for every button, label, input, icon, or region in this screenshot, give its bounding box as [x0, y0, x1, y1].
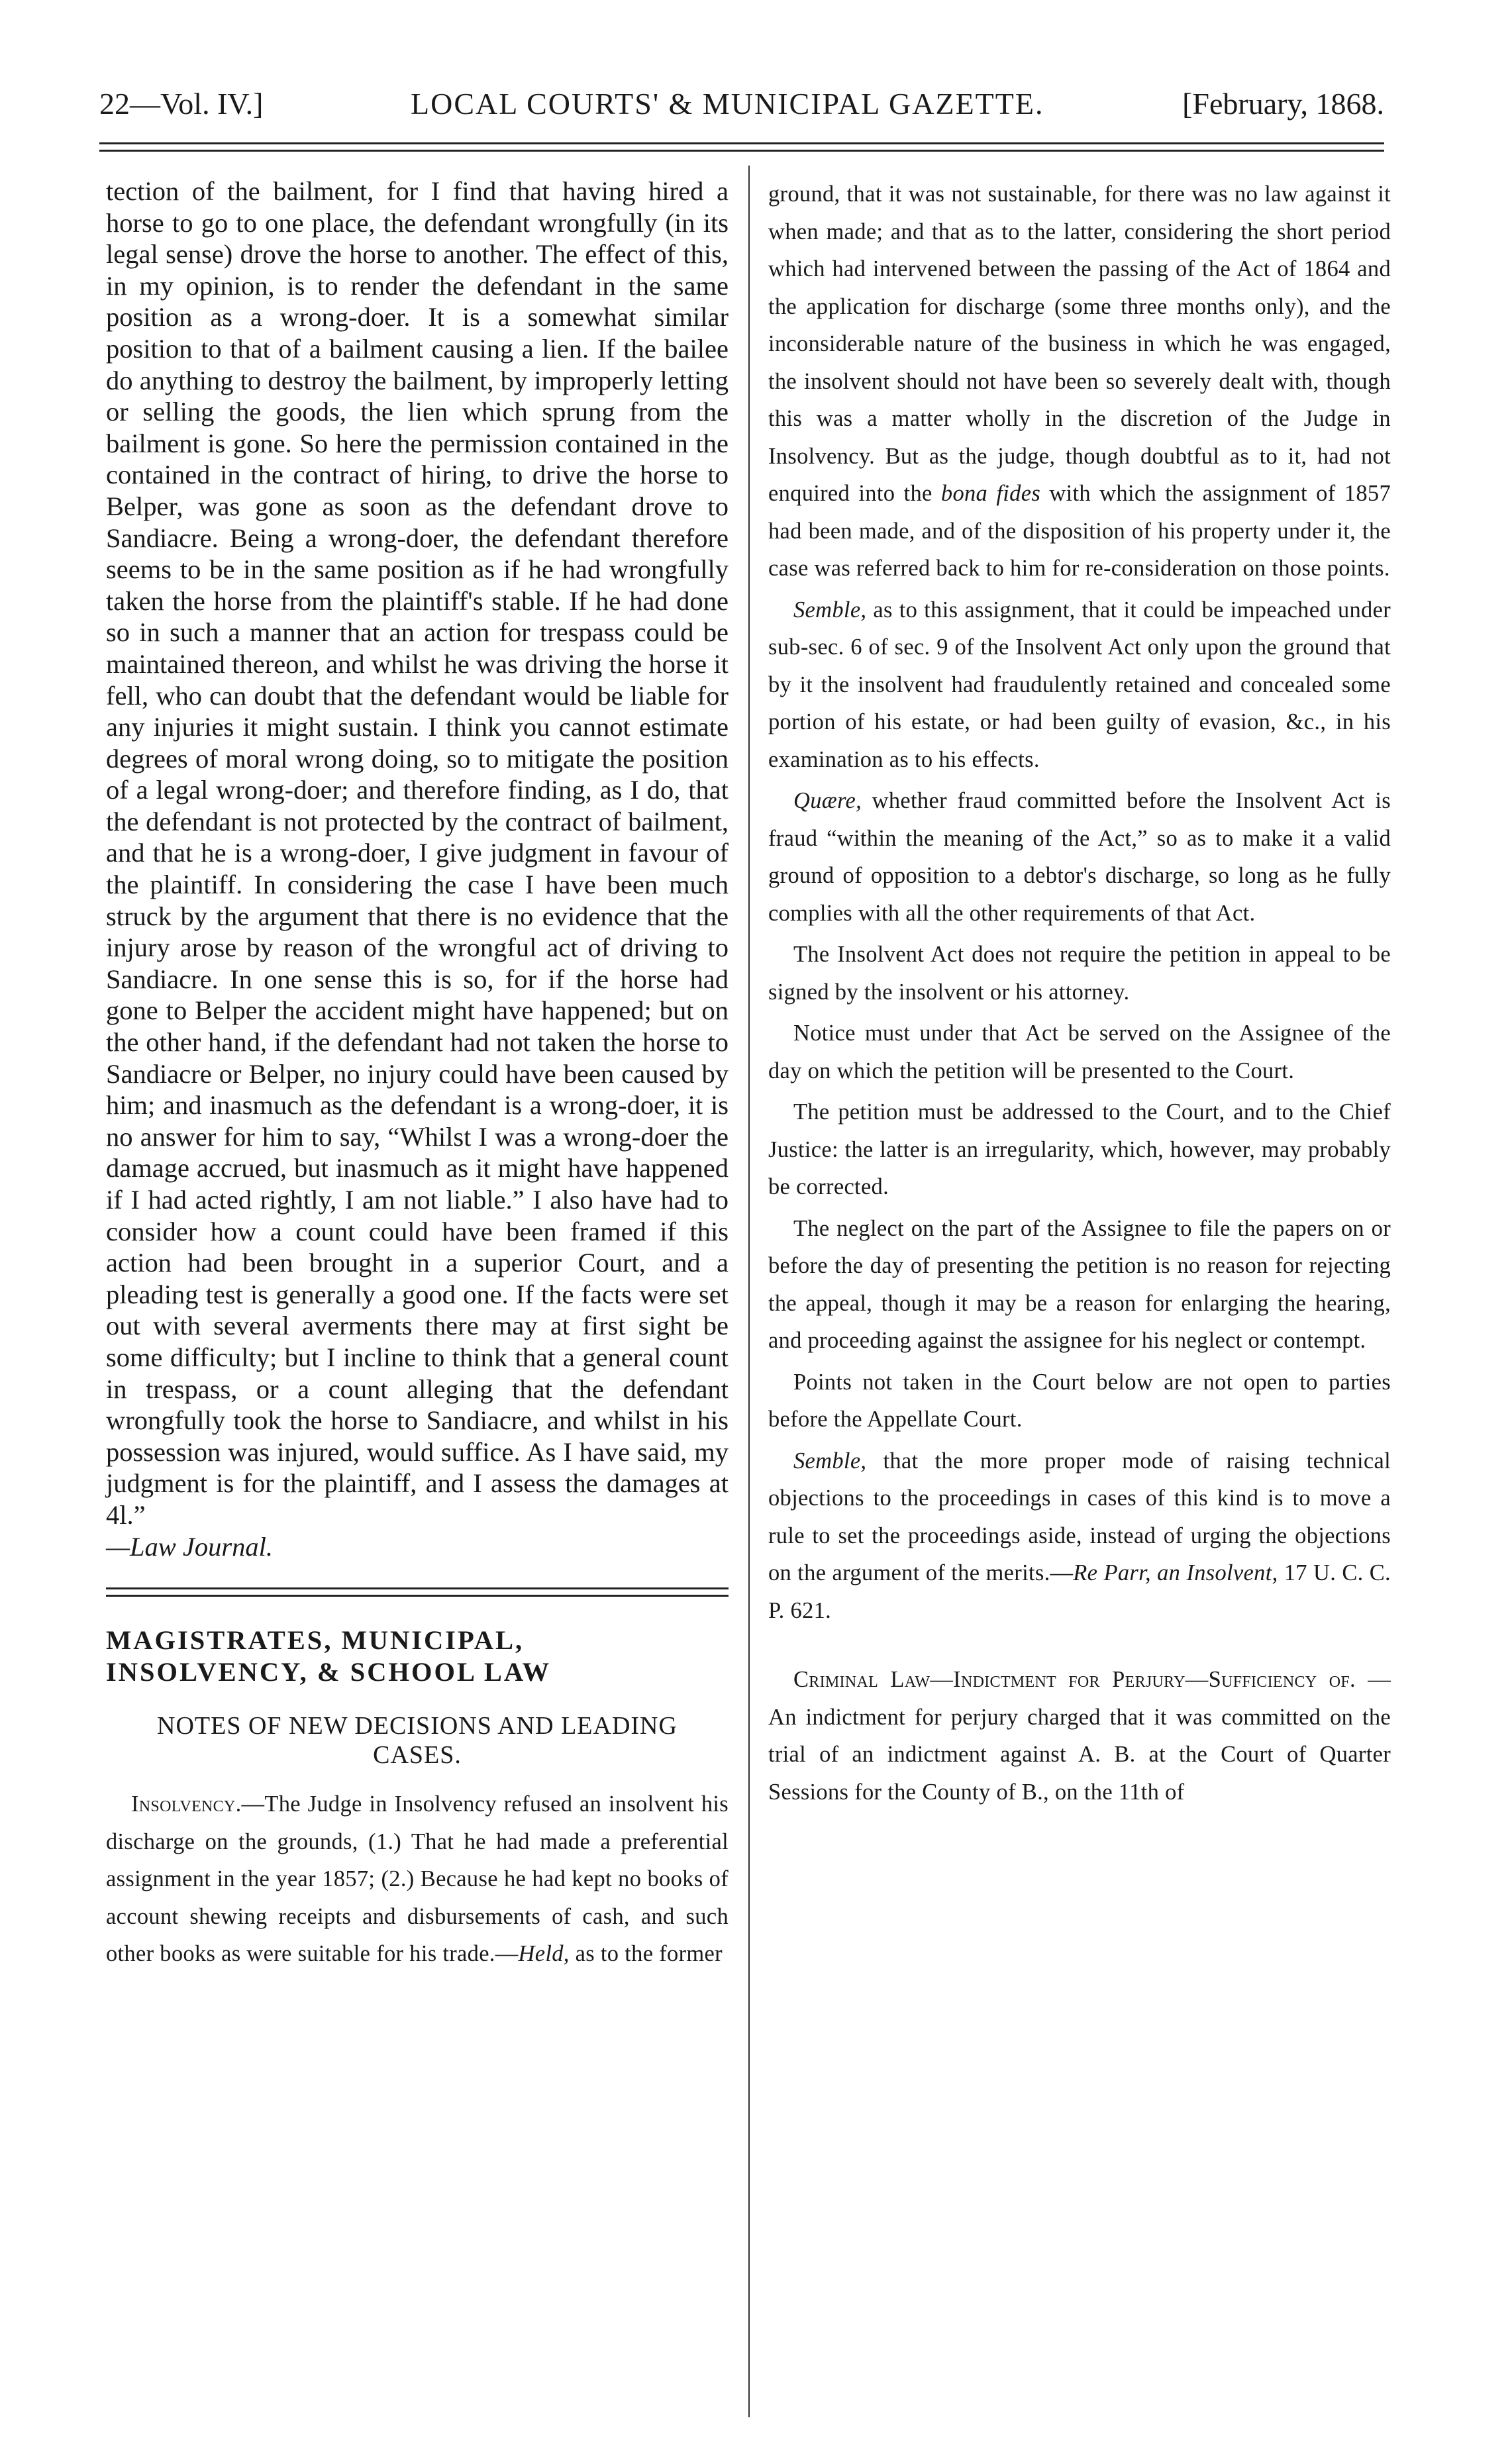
note-paragraph-1: [768, 176, 1391, 587]
section-title-line1: MAGISTRATES, MUNICIPAL,: [106, 1625, 525, 1656]
note-10-lead: Criminal Law—Indictment for Perjury—Sufficiency of.: [793, 1667, 1356, 1692]
note-paragraph-5: Notice must under that Act be served on the Assignee of the day on which the petition will be presented to the Court.: [768, 1021, 1391, 1083]
note-1-text: ground, that it was not sustainable, for there was no law against it when made; and that as to the latter, considering the short period which had intervened between the passing of the Act of 1864 and the application for discharge (some three months only), and the inconsiderable nature of the business in which he was engaged, the insolvent should not have been so severely dealt with, though this was a matter wholly in the discretion of the Judge in Insolvency. But as the judge, though doubtful as to it, had not enquired into the: [768, 181, 1391, 506]
note-2-text: as to this assignment, that it could be impeached under sub-sec. 6 of sec. 9 of the Insolvent Act only upon the ground that by it the insolvent had fraudulently retained and concealed some portion of his estate, or had been guilty of evasion, &c., in his examination as to his effects.: [768, 597, 1391, 772]
insolvency-held: Held,: [518, 1941, 570, 1967]
insolvency-text: —The Judge in Insolvency refused an insolvent his discharge on the grounds, (1.) That he had made a preferential assignment in the year 1857; (2.) Because he had kept no books of account shewing receipts and disbursements of cash, and such other books as were suitable for his trade.—: [106, 1791, 729, 1967]
source-citation: —Law Journal.: [106, 1531, 274, 1562]
page-header: [99, 86, 1384, 139]
note-9-lead: Semble,: [793, 1448, 867, 1474]
spacer: [768, 1629, 1391, 1661]
note-2-lead: Semble,: [793, 597, 867, 623]
note-3-lead: Quære,: [793, 788, 862, 813]
subsection-line2: CASES.: [373, 1741, 462, 1770]
left-column: [106, 176, 729, 1973]
note-paragraph-9: [768, 1442, 1391, 1630]
section-title-line2: INSOLVENCY, & SCHOOL LAW: [106, 1656, 552, 1687]
note-paragraph-2: [768, 591, 1391, 779]
note-9-citation: Re Parr, an Insolvent,: [1073, 1560, 1278, 1585]
note-paragraph-3: [768, 782, 1391, 932]
section-rule: [106, 1587, 729, 1597]
column-divider: [748, 166, 750, 2417]
note-9-tail: 17 U. C. C. P. 621.: [768, 1560, 1391, 1623]
header-rule: [99, 142, 1384, 152]
insolvency-tail: as to the former: [569, 1941, 723, 1967]
note-paragraph-4: The Insolvent Act does not require the petition in appeal to be signed by the insolvent or his attorney.: [768, 942, 1391, 1005]
subsection-heading: [106, 1711, 729, 1770]
note-1-italic: bona fides: [940, 481, 1041, 506]
publication-title: LOCAL COURTS' & MUNICIPAL GAZETTE.: [411, 87, 1044, 121]
note-paragraph-6: The petition must be addressed to the Court, and to the Chief Justice: the latter is an irregularity, which, however, may probably be corrected.: [768, 1099, 1391, 1199]
judgment-text: tection of the bailment, for I find that having hired a horse to go to one place, the defendant wrongfully (in its legal sense) drove the horse to another. The effect of this, in my opinion, is to render the defendant in the same position as a wrong-doer. It is a somewhat similar position to that of a bailment causing a lien. If the bailee do anything to destroy the bailment, by improperly letting or selling the goods, the lien which sprung from the bailment is gone. So here the permission contained in the contained in the contract of hiring, to drive the horse to Belper, was gone as soon as the defendant drove to Sandiacre. Being a wrong-doer, the defendant therefore seems to be in the same position as if he had wrongfully taken the horse from the plaintiff's stable. If he had done so in such a manner that an action for trespass could be maintained thereon, and whilst he was driving the horse it fell, who can doubt that the defendant would be liable for any injuries it might sustain. I think you cannot estimate degrees of moral wrong doing, so to mitigate the position of a legal wrong-doer; and therefore finding, as I do, that the defendant is not protected by the contract of bailment, and that he is a wrong-doer, I give judgment in favour of the plaintiff. In considering the case I have been much struck by the argument that there is no evidence that the injury arose by reason of the wrongful act of driving to Sandiacre. In one sense this is so, for if the horse had gone to Belper the accident might have happened; but on the other hand, if the defendant had not taken the horse to Sandiacre or Belper, no injury could have been caused by him; and inasmuch as the defendant is a wrong-doer, it is no answer for him to say, “Whilst I was a wrong-doer the damage accrued, but inasmuch as it might have happened if I had acted rightly, I am not liable.” I also have had to consider how a count could have been framed if this action had been brought in a superior Court, and a pleading test is generally a good one. If the facts were set out with several averments there may at first sight be some difficulty; but I incline to think that a general count in trespass, or a count alleging that the defendant wrongfully took the horse to Sandiacre, and whilst in his possession was injured, would suffice. As I have said, my judgment is for the plaintiff, and I assess the damages at 4l.”: [106, 176, 729, 1530]
note-10-text: — An indictment for perjury charged that it was committed on the trial of an indictment against A. B. at the Court of Quarter Sessions for the County of B., on the 11th of: [768, 1667, 1391, 1805]
note-paragraph-10: [768, 1661, 1391, 1811]
note-9-text: that the more proper mode of raising technical objections to the proceedings in cases of this kind is to move a rule to set the proceedings aside, instead of urging the objections on the argument of the merits.—: [768, 1448, 1391, 1585]
note-paragraph-8: Points not taken in the Court below are not open to parties before the Appellate Court.: [768, 1369, 1391, 1432]
insolvency-lead: Insolvency.: [131, 1791, 242, 1817]
right-column: [768, 176, 1391, 1811]
page-number: 22—Vol. IV.]: [99, 87, 264, 121]
insolvency-paragraph: [106, 1785, 729, 1973]
note-paragraph-7: The neglect on the part of the Assignee to file the papers on or before the day of presenting the petition is no reason for rejecting the appeal, though it may be a reason for enlarging the hearing, and proceeding against the assignee for his neglect or contempt.: [768, 1215, 1391, 1353]
issue-date: [February, 1868.: [1182, 87, 1384, 121]
note-1-tail: with which the assignment of 1857 had been made, and of the disposition of his property under it, the case was referred back to him for re-consideration on those points.: [768, 481, 1391, 581]
note-3-text: whether fraud committed before the Insolvent Act is fraud “within the meaning of the Act,” so as to make it a valid ground of opposition to a debtor's discharge, so long as he fully complies with all the other requirements of that Act.: [768, 788, 1391, 926]
subsection-line1: NOTES OF NEW DECISIONS AND LEADING: [157, 1712, 678, 1740]
